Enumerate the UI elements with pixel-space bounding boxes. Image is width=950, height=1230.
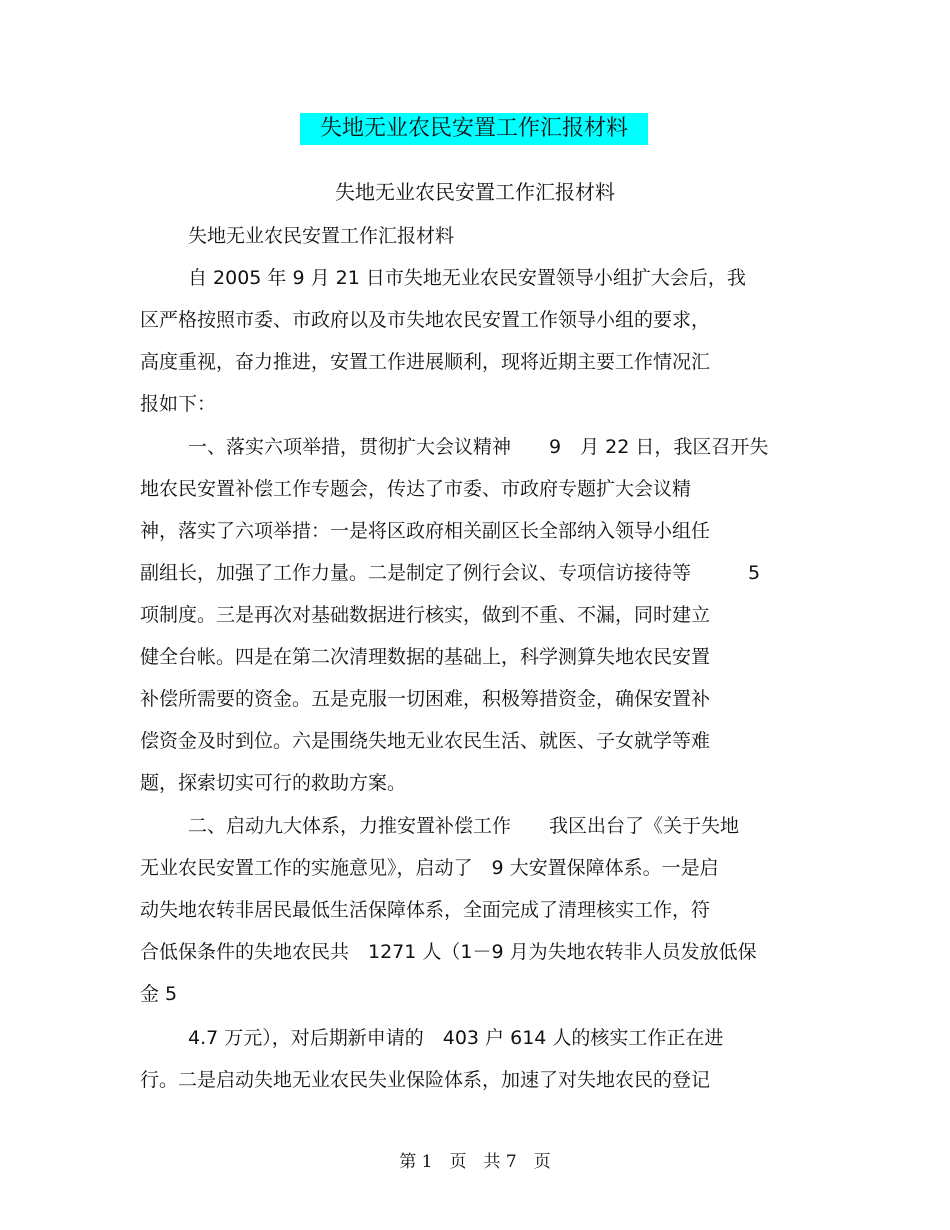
body-line: 失地无业农民安置工作汇报材料 [188,225,455,247]
body-line: 动失地农转非居民最低生活保障体系，全面完成了清理核实工作，符 [140,899,711,921]
body-line: 报如下： [140,393,217,415]
body-line: 一、落实六项举措，贯彻扩大会议精神 9 月 22 日，我区召开失 [188,436,769,458]
body-line: 副组长，加强了工作力量。二是制定了例行会议、专项信访接待等 5 [140,562,761,584]
body-line: 二、启动九大体系，力推安置补偿工作 我区出台了《关于失地 [188,815,740,837]
body-line: 高度重视，奋力推进，安置工作进展顺利，现将近期主要工作情况汇 [140,351,711,373]
body-line: 行。二是启动失地无业农民失业保险体系，加速了对失地农民的登记 [140,1069,711,1091]
body-line: 无业农民安置工作的实施意见》，启动了 9 大安置保障体系。一是启 [140,857,719,879]
body-line: 补偿所需要的资金。五是克服一切困难，积极筹措资金，确保安置补 [140,688,711,710]
document-subtitle: 失地无业农民安置工作汇报材料 [335,180,615,204]
body-line: 神，落实了六项举措：一是将区政府相关副区长全部纳入领导小组任 [140,520,711,542]
body-line: 题，探索切实可行的救助方案。 [140,772,407,794]
body-line: 4.7 万元），对后期新申请的 403 户 614 人的核实工作正在进 [188,1027,724,1049]
body-line: 合低保条件的失地农民共 1271 人（1－9 月为失地农转非人员发放低保 [140,941,757,963]
body-line: 金 5 [140,983,178,1005]
page-footer: 第 1 页 共 7 页 [399,1152,551,1172]
body-line: 项制度。三是再次对基础数据进行核实，做到不重、不漏，同时建立 [140,604,711,626]
document-title: 失地无业农民安置工作汇报材料 [300,113,648,145]
body-line: 区严格按照市委、市政府以及市失地农民安置工作领导小组的要求， [140,309,711,331]
body-line: 健全台帐。四是在第二次清理数据的基础上，科学测算失地农民安置 [140,646,711,668]
body-line: 自 2005 年 9 月 21 日市失地无业农民安置领导小组扩大会后，我 [188,267,746,289]
body-line: 地农民安置补偿工作专题会，传达了市委、市政府专题扩大会议精 [140,478,692,500]
body-line: 偿资金及时到位。六是围绕失地无业农民生活、就医、子女就学等难 [140,730,711,752]
